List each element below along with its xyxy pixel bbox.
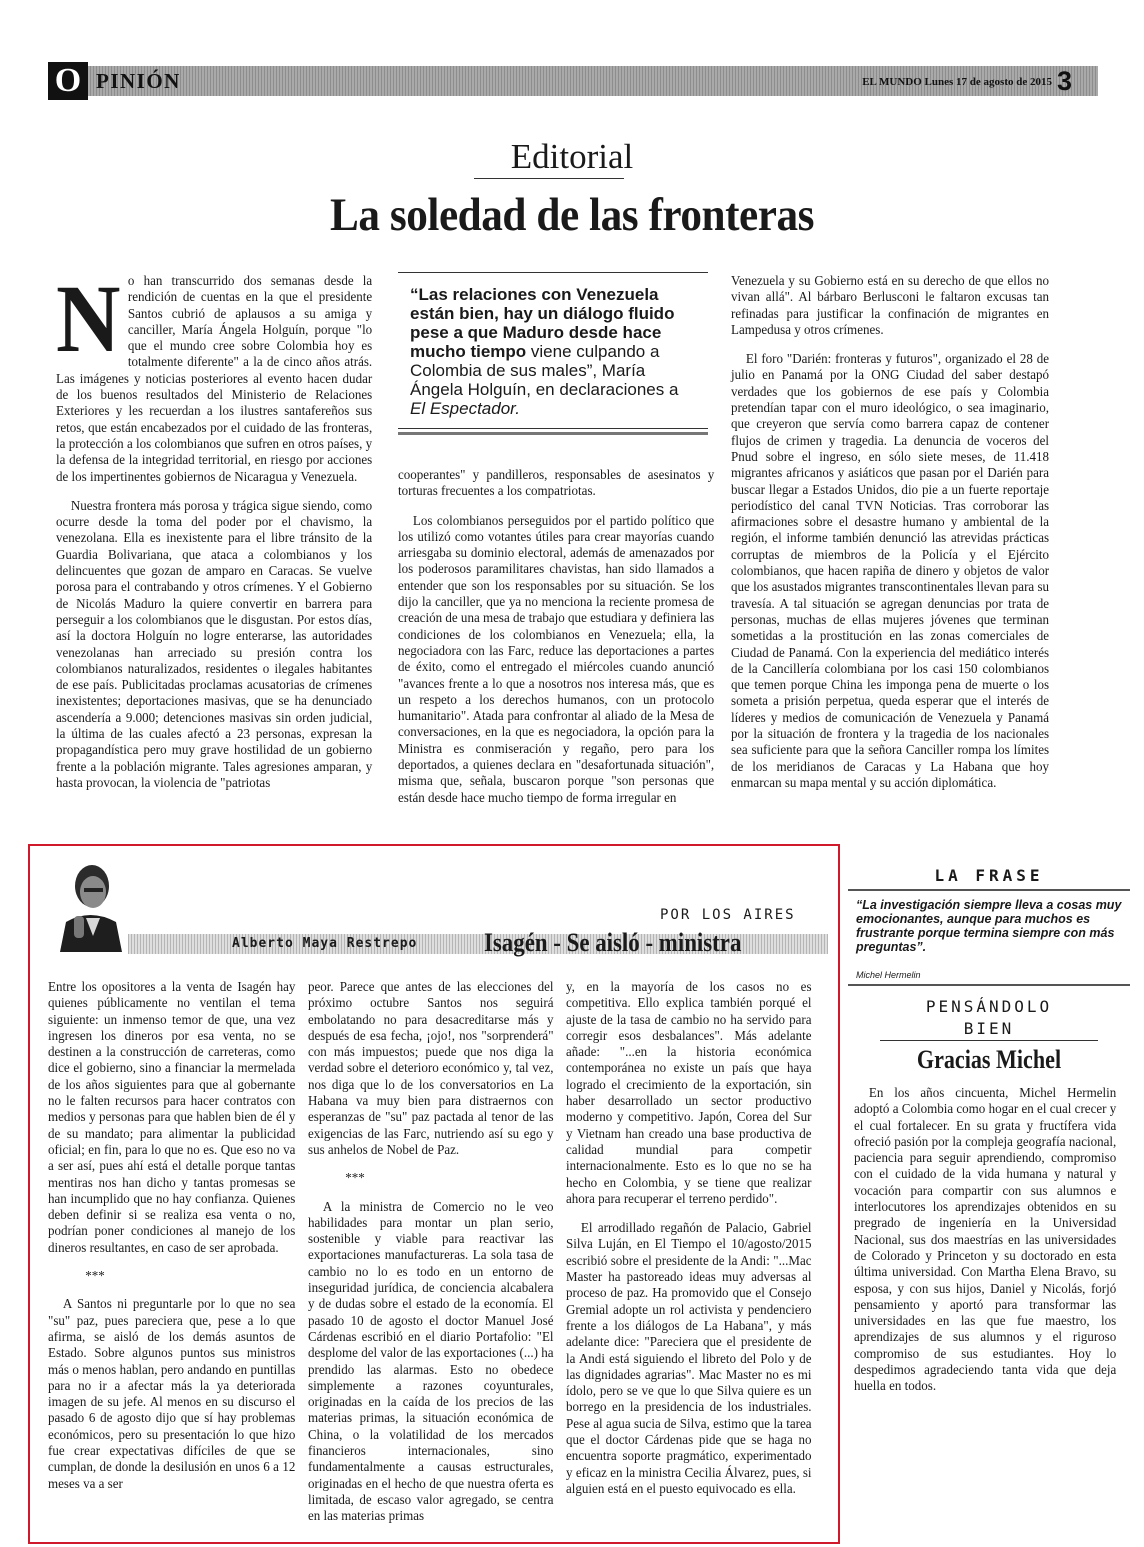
- frase-author: Michel Hermelin: [856, 970, 921, 980]
- paragraph: En los años cincuenta, Michel Hermelin adoptó a Colombia como hogar en el cual crecer y el cual fortalecer. En su grata y fructífera vida ofreció pasión por la compleja geografía nacional, paciencia para seguir aprendiendo, compromiso con el cuidado de la vida humana y natural y vocación para compartir con sus alumnos e interlocutores los aprendizajes obtenidos en su pregrado de ingeniería en la Universidad Nacional, sus dos maestrías en las universidades de Colorado y Princeton y su doctorado en esta última universidad. Con Martha Elena Bravo, su esposa, y con sus hijos, Daniel y Nicolás, forjó pensamiento y aportó para transformar las universidades en las que fue maestro, los aprendizajes de sus alumnos y el riguroso compromiso de sus estudiantes. Hoy lo despedimos agradeciendo tanta vida que deja huella en todos.: [854, 1086, 1117, 1395]
- paragraph: peor. Parece que antes de las elecciones del próximo octubre Santos nos seguirá embolatando no para desacreditarse más y después de esa fecha, ¡ojo!, nos "sorprenderá" con más impuestos; puede que nos diga la verdad sobre el deterioro económico y, tal vez, nos diga que lo de los conversatorios en La Habana va muy bien para distraernos con esperanzas de "su" paz pactada al tenor de las exigencias de las Farc, nutriendo así su ego y sus anhelos de Nobel de Paz.: [308, 980, 554, 1158]
- pensandolo-rule: [880, 1040, 1098, 1041]
- paragraph: Nuestra frontera más porosa y trágica sigue siendo, como ocurre desde la toma del poder por el chavismo, la venezolana. Ella es inexistente para el libre tránsito de la Guardia Bolivariana, que ataca a colombianos y los delincuentes que gozan de amparo en Caracas. Se vuelve porosa para el contrabando y otros crímenes. Y el Gobierno de Nicolás Maduro la quiere convertir en barrera para perseguir a los colombianos que le disgustan. Por estos días, así la doctora Holguín no logre enterarse, las autoridades venezolanas han arreciado su presión contra los colombianos naturalizados, residentes o ilegales habitantes de ese país. Publicitadas proclamas acusatorias de crímenes inexistentes; deportaciones masivas, que se ha denunciado ascendería a 9.000; detenciones masivas sin orden judicial, la última de las cuales afectó a 23 personas, expresan la propagandística pero muy grave hostilidad de un gobierno frente a la población migrante. Tales agresiones amparan, y hasta provocan, la violencia de "patriotas: [56, 498, 373, 791]
- quote-rule-bottom: [398, 428, 708, 429]
- editorial-column-1: [56, 265, 373, 792]
- column-text-3: [566, 980, 812, 1498]
- editorial-label: Editorial: [510, 137, 634, 176]
- author-photo: [56, 856, 124, 952]
- pull-quote: [398, 272, 708, 435]
- paragraph: El foro "Darién: fronteras y futuros", organizado el 28 de julio en Panamá por la ONG Ciudad del saber destapó verdades que los gobiernos de ese país y Colombia pretendían tapar con el muro ideológico, o sea imaginario, que creyeron que servía como barrera capaz de contener flujos de crimen y tragedia. La denuncia de voceros del Pnud sobre el ingreso, en sólo siete meses, de 11.418 migrantes africanos y asiáticos que pasan por el Darién para buscar llegar a Estados Unidos, dio pie a un fuerte reportaje periodístico del canal TVN Noticias. Tras corroborar las afirmaciones sobre el desastre humano y ambiental de la región, el informe también denunció las atrevidas prácticas corruptas de miembros de la Policía y el Ejército colombianos, que hacen rapiña de dinero y objetos de valor que los asustados migrantes transcontinentales llevan para su travesía. A tal situación se agregan denuncias por trata de personas, muchas de ellas mujeres jóvenes que terminan sometidas a la prostitución en las zonas comerciales de Ciudad de Panamá. Con la experiencia del mediático interés de la Cancillería colombiana por los casi 150 colombianos que temen porque China les imponga pena de muerte o los someta a prisión perpetua, queda esperar que el interés de líderes y medios de comunicación de Venezuela y Panamá por la situación de frontera y la tragedia de los nacionales sea suficiente para que la señora Canciller rompa los límites de los meridianos de Caracas y La Habana que hoy enmarcan su mapa mental y su acción diplomática.: [731, 352, 1050, 791]
- section-name: PINIÓN: [96, 69, 181, 93]
- frase-rule-bottom: [848, 984, 1130, 986]
- column-text-2: [308, 980, 554, 1526]
- pull-quote-regular: viene culpando a Colombia de sus males”, María Ángela Holguín, en declaraciones a: [410, 342, 679, 399]
- section-initial: O: [48, 62, 88, 100]
- paragraph: o han transcurrido dos semanas desde la rendición de cuentas en la que el presidente Santos cubrió de aplausos a su amiga y canciller, María Ángela Holguín, porque "lo que el mundo cree sobre Colombia hoy es totalmente diferente" a la de cinco años atrás. Las imágenes y noticias posteriores al evento hacen dudar de los buenos resultados del Ministerio de Relaciones Exteriores y les recuerdan a los ilustres santafereños sus retos, que están encabezados por el cuidado de las fronteras, la protección a los colombianos que sufren en otros países, y la defensa de la integridad territorial, en riesgo por acciones de los impertinentes gobiernos de Nicaragua y Venezuela.: [56, 274, 373, 485]
- editorial-headline: La soledad de las fronteras: [329, 189, 815, 241]
- editorial-underline: [474, 178, 624, 179]
- separator: ***: [345, 1171, 365, 1187]
- masthead-date: EL MUNDO Lunes 17 de agosto de 2015: [862, 76, 1052, 88]
- drop-cap: N: [56, 265, 121, 372]
- heading-line: BIEN: [963, 1019, 1015, 1038]
- paragraph: A Santos ni preguntarle por lo que no sea "su" paz, pues pareciera que, pese a lo que afirma, se aisló de los demás asuntos de Estado. Sobre algunos puntos sus ministros más o menos hablan, pero andando en puntillas para no ir a afectar más la ya deteriorada imagen de su jefe. Al menos en su discurso el pasado 6 de agosto dijo que sí hay problemas económicos, pero su presentación lo que hizo fue crear expectativas difíciles de que se cumplan, de donde la desilusión en unos 6 a 12 meses va a ser: [48, 1297, 296, 1492]
- quote-rule-top: [398, 272, 708, 273]
- pull-quote-text: [410, 285, 696, 418]
- paragraph: cooperantes" y pandilleros, responsables de asesinatos y torturas frecuentes a los compatriotas.: [398, 468, 715, 500]
- pensandolo-heading: [848, 996, 1130, 1040]
- editorial-column-2: [398, 468, 714, 807]
- paragraph: El arrodillado regañón de Palacio, Gabriel Silva Luján, en El Tiempo el 10/agosto/2015 escribió sobre el presidente de la Andi: "...Mac Master ha pastoreado ideas muy adversas al proceso de paz. Ha promovido que el Consejo Gremial adopte un rol activista y pendenciero frente a los diálogos de La Habana", y más adelante dice: "Pareciera que el presidente de la Andi está siguiendo el libreto del Polo y de las dignidades agrarias". Mac Master no es mi ídolo, pero se ve que lo que Silva quiere es un borrego en la presidencia de los industriales. Pese al agua sucia de Silva, estimo que la tarea que el doctor Cárdenas pide que se haga no encuentra soporte pragmático, experimentado y eficaz en la ministra Cecilia Álvarez, pues, si alguien está en el puesto equivocado es ella.: [566, 1221, 812, 1497]
- paragraph: Entre los opositores a la venta de Isagén hay quienes públicamente no ventilan el tema siguiente: un inmenso temor de que, una vez ingresen los dineros por esa venta, no se destinen a la construcción de carreteras, como dice el gobierno, sino a financiar la mermelada de los años siguientes para que al gobernante no le falten recursos para hacer contratos con medios y personas para que hablen bien de él y de su mandato; para alimentar la publicidad oficial; en fin, para lo que no es. Que eso no va a ser así, pues ahí está el detalle porque tantas mentiras nos han dicho y tantas promesas se han incumplido que no hay confianza. Quienes deben definir si se realiza esa venta o no, podrían poner condiciones al manejo de los dineros resultantes, en caso de ser aprobada.: [48, 980, 296, 1256]
- paragraph: Los colombianos perseguidos por el partido político que los utilizó como votantes útiles para crear mayorías cuando arriesgaba su dominio electoral, además de amenazados por los poderosos paramilitares chavistas, han sido llamados a entender que son los responsables por su situación. Se los dijo la canciller, que ya no menciona la reciente promesa de creación de una mesa de trabajo que estudiara y definiera las condiciones de los colombianos en Venezuela; ella, la negociadora con las Farc, reduce las deportaciones a partes de éxito, como el entregado el miércoles cuando anunció "avances frente a lo que a nosotros nos interesa más, que es un respeto a los derechos humanos, con un protocolo humanitario". Atada para confrontar al aliado de la Mesa de conversaciones, en la que es negociadora, la opción para la Ministra es conmiseración y regaño, pero para los deportados, a quienes declara en "desafortunada situación", misma que, señala, buscaron porque "son personas que están desde hace mucho tiempo de forma irregular en: [398, 513, 715, 806]
- column-author: Alberto Maya Restrepo: [232, 936, 418, 951]
- paragraph: y, en la mayoría de los casos no es competitiva. Ello explica también porqué el ajuste de la tasa de cambio no ha servido para corregir esos desbalances". Más adelante añade: "...en la historia económica contemporánea no existe un país que haya logrado el crecimiento de la exportación, sin haber desarrollado un sector productivo moderno y competitivo. Japón, Corea del Sur y Vietnam han creado una base productiva de calidad mundial para competir internacionalmente. Esto es lo que no se ha hecho en Colombia, y se tiene que realizar ahora para recuperar el terreno perdido".: [566, 980, 812, 1207]
- pull-quote-bold: “Las relaciones con Venezuela están bien, hay un diálogo fluido pese a que Maduro desde hace mucho tiempo: [410, 285, 675, 361]
- frase-quote: “La investigación siempre lleva a cosas muy emocionantes, aunque para muchos es frustrante porque termina siempre con más preguntas”.: [856, 898, 1122, 954]
- separator: ***: [85, 1269, 105, 1285]
- column-text-1: [48, 980, 295, 1493]
- pensandolo-title: Gracias Michel: [916, 1045, 1062, 1074]
- quote-rule-thick: [398, 432, 708, 435]
- paragraph: A la ministra de Comercio no le veo habilidades para montar un plan serio, sostenible y viable para reactivar las exportaciones manufactureras. La sola tasa de cambio no lo es todo en un entorno de inseguridad jurídica, de conciencia alcabalera y de dudas sobre el estado de la economía. El pasado 10 de agosto el doctor Manuel José Cárdenas escribió en el diario Portafolio: "El desplome del valor de las exportaciones (...) ha prendido las alarmas. Esto no obedece simplemente a razones coyunturales, originadas en la caída de los precios de las materias primas, la situación económica de China, o la volatilidad de los mercados financieros internacionales, sino fundamentalmente a causas estructurales, originadas en el hecho de que nuestra oferta es limitada, de escaso valor agregado, se centra en las materias primas: [308, 1199, 554, 1525]
- editorial-column-3: [731, 274, 1049, 792]
- heading-line: PENSÁNDOLO: [925, 997, 1053, 1016]
- page-number: 3: [1056, 66, 1072, 96]
- paragraph: Venezuela y su Gobierno está en su derecho de que ellos no vivan allá". Al bárbaro Berlusconi le faltaron excusas tan refinadas para justificar la confinación de migrantes en Lampedusa y otros crímenes.: [731, 274, 1050, 338]
- column-headline: Isagén - Se aisló - ministra: [484, 928, 742, 957]
- pensandolo-text: [854, 1086, 1116, 1396]
- frase-heading: LA FRASE: [934, 866, 1044, 885]
- column-section-tag: POR LOS AIRES: [660, 907, 796, 923]
- frase-rule: [848, 889, 1130, 891]
- pull-quote-source: El Espectador.: [410, 399, 520, 418]
